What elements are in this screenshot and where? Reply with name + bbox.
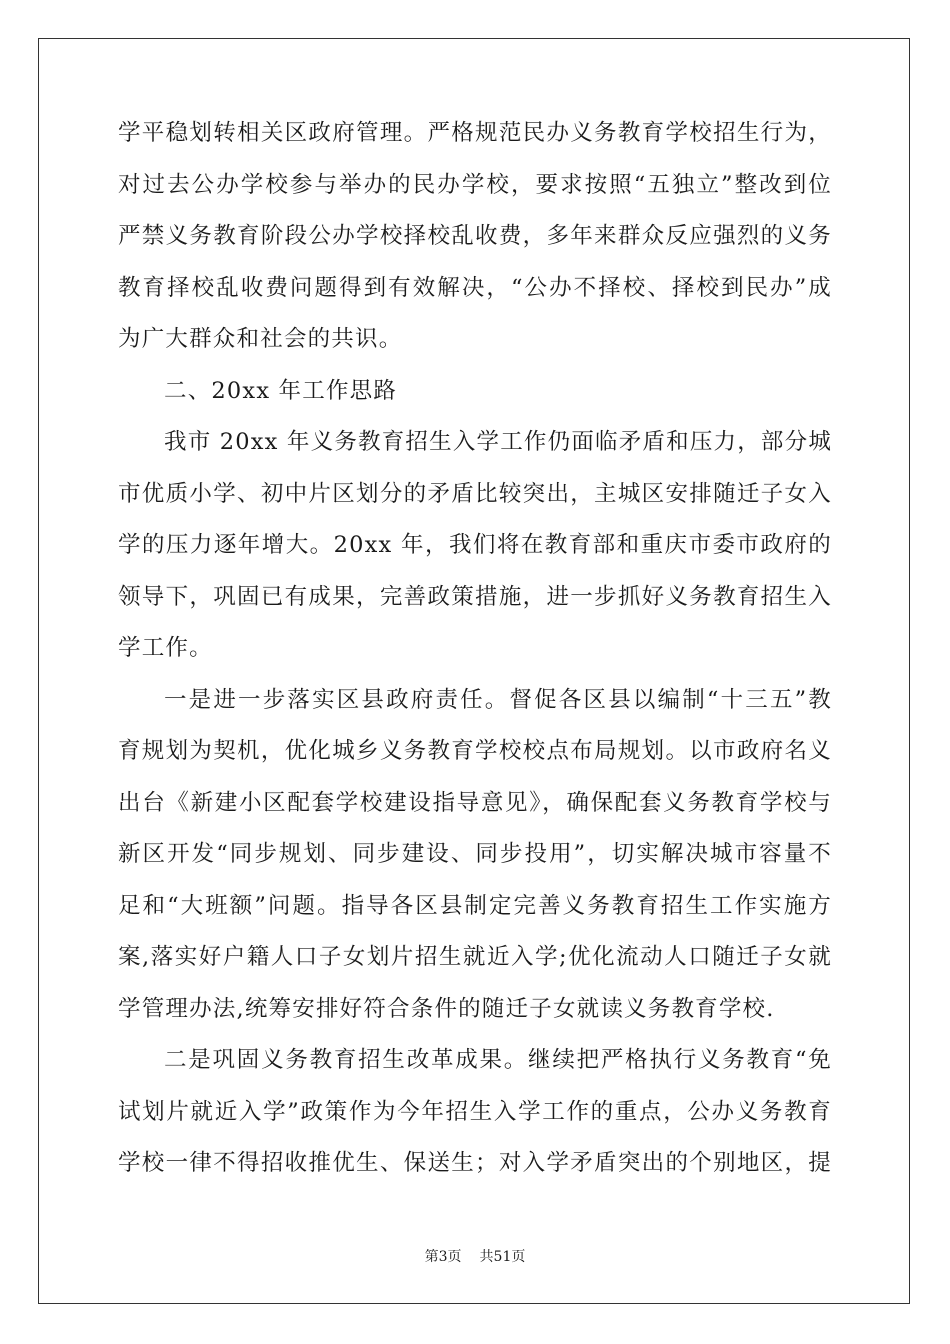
page-footer [0,1246,950,1266]
text-line: 为广大群众和社会的共识。 [118,326,403,352]
text-line: 严禁义务教育阶段公办学校择校乱收费，多年来群众反应强烈的义务 [118,223,832,249]
text-line: 二、20xx 年工作思路 [164,377,398,404]
text-line: 足和“大班额”问题。指导各区县制定完善义务教育招生工作实施方 [118,892,832,919]
text-line: 二是巩固义务教育招生改革成果。继续把严格执行义务教育“免 [164,1047,832,1073]
document-body [118,108,832,1190]
text-line: 教育择校乱收费问题得到有效解决，“公办不择校、择校到民办”成 [118,274,832,301]
text-line: 领导下，巩固已有成果，完善政策措施，进一步抓好义务教育招生入 [118,583,832,610]
text-line: 一是进一步落实区县政府责任。督促各区县以编制“十三五”教 [164,686,832,713]
text-line: 我市 20xx 年义务教育招生入学工作仍面临矛盾和压力，部分城 [164,429,833,455]
text-line: 学工作。 [118,635,213,661]
total-pages-label: 共51页 [479,1249,526,1265]
text-line: 试划片就近入学”政策作为今年招生入学工作的重点，公办义务教育 [118,1098,832,1125]
text-line: 育规划为契机，优化城乡义务教育学校校点布局规划。以市政府名义 [118,738,832,764]
text-line: 对过去公办学校参与举办的民办学校，要求按照“五独立”整改到位 [118,171,832,198]
text-line: 新区开发“同步规划、同步建设、同步投用”，切实解决城市容量不 [118,841,832,867]
text-line: 学平稳划转相关区政府管理。严格规范民办义务教育学校招生行为， [118,120,832,146]
text-line: 学管理办法,统筹安排好符合条件的随迁子女就读义务教育学校. [118,995,775,1022]
text-line: 出台《新建小区配套学校建设指导意见》，确保配套义务教育学校与 [118,789,832,816]
text-line: 市优质小学、初中片区划分的矛盾比较突出，主城区安排随迁子女入 [118,480,832,507]
text-line: 学的压力逐年增大。20xx 年，我们将在教育部和重庆市委市政府的 [118,532,832,558]
current-page-label: 第3页 [424,1249,462,1265]
text-line: 案,落实好户籍人口子女划片招生就近入学;优化流动人口随迁子女就 [118,944,832,970]
text-line: 学校一律不得招收推优生、保送生；对入学矛盾突出的个别地区，提 [118,1150,832,1176]
